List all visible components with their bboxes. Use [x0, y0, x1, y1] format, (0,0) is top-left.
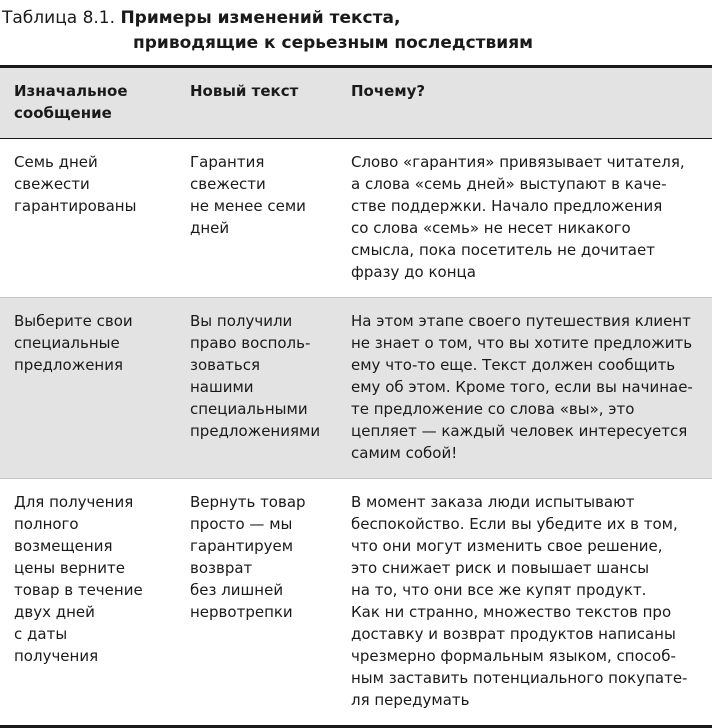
cell-text-line: самим собой! [351, 444, 458, 462]
cell-text-line: беспокойство. Если вы убедите их в том, [351, 515, 678, 533]
cell-text-line: цепляет — каждый человек интересуется [351, 422, 688, 440]
cell-text-line: двух дней [14, 603, 95, 621]
cell-text-line: возмещения [14, 537, 113, 555]
cell-text-line: зоваться [190, 356, 261, 374]
table-body [0, 139, 712, 726]
caption-line-1 [2, 6, 712, 31]
column-header-new-text [176, 68, 337, 139]
column-header-why-label: Почему? [351, 82, 426, 100]
cell-text-line: ему что-то еще. Текст должен сообщить [351, 356, 676, 374]
cell-text-line: смысла, пока посетитель не дочитает [351, 241, 655, 259]
cell-text-line: ля передумать [351, 691, 470, 709]
cell-new-text [176, 479, 337, 726]
table-row [0, 479, 712, 726]
column-header-why [337, 68, 712, 139]
table-header-row [0, 68, 712, 139]
cell-text-line: нервотрепки [190, 603, 293, 621]
table-row [0, 298, 712, 479]
cell-text-line: гарантированы [14, 197, 137, 215]
cell-text-line: возврат [190, 559, 253, 577]
table-container [0, 65, 712, 728]
cell-text-line: товар в течение [14, 581, 143, 599]
cell-text-line: а слова «семь дней» выступают в каче- [351, 175, 667, 193]
column-header-original-message-line-2: сообщение [14, 104, 112, 122]
cell-text-line: ему об этом. Кроме того, если вы начинае- [351, 378, 693, 396]
cell-text-line: доставку и возврат продуктов написаны [351, 625, 676, 643]
caption-title-line-2: приводящие к серьезным последствиям [133, 33, 534, 53]
cell-text-line: получения [14, 647, 99, 665]
column-header-new-text-label: Новый текст [190, 82, 299, 100]
cell-text-line: свежести [14, 175, 90, 193]
cell-text-line: специальные [14, 334, 120, 352]
cell-new-text [176, 298, 337, 479]
cell-text-line: предложения [14, 356, 124, 374]
caption-title-line-1: Примеры изменений текста, [120, 8, 401, 28]
cell-text-line: Как ни странно, множество текстов про [351, 603, 672, 621]
cell-text-line: свежести [190, 175, 266, 193]
cell-text-line: просто — мы [190, 515, 293, 533]
cell-why [337, 479, 712, 726]
cell-text-line: ным заставить потенциального покупате- [351, 669, 688, 687]
table-caption [0, 0, 712, 56]
cell-text-line: Выберите свои [14, 312, 133, 330]
cell-text-line: стве поддержки. Начало предложения [351, 197, 663, 215]
cell-text-line: что они могут изменить свое решение, [351, 537, 663, 555]
cell-text-line: специальными [190, 400, 308, 418]
cell-original-message [0, 479, 176, 726]
cell-text-line: В момент заказа люди испытывают [351, 493, 635, 511]
column-header-original-message [0, 68, 176, 139]
column-header-original-message-line-1: Изначальное [14, 82, 128, 100]
cell-text-line: это снижает риск и повышает шансы [351, 559, 650, 577]
cell-text-line: На этом этапе своего путешествия клиент [351, 312, 691, 330]
cell-text-line: Вернуть товар [190, 493, 306, 511]
cell-why [337, 139, 712, 298]
cell-text-line: фразу до конца [351, 263, 476, 281]
cell-text-line: не знает о том, что вы хотите предложить [351, 334, 693, 352]
cell-text-line: чрезмерно формальным языком, способ- [351, 647, 676, 665]
cell-text-line: со слова «семь» не несет никакого [351, 219, 631, 237]
cell-text-line: Вы получили [190, 312, 293, 330]
cell-text-line: без лишней [190, 581, 284, 599]
cell-text-line: не менее семи [190, 197, 306, 215]
cell-text-line: цены верните [14, 559, 125, 577]
cell-text-line: право восполь- [190, 334, 311, 352]
cell-text-line: с даты [14, 625, 68, 643]
cell-text-line: Семь дней [14, 153, 98, 171]
cell-text-line: дней [190, 219, 230, 237]
table-header [0, 68, 712, 139]
cell-text-line: Слово «гарантия» привязывает читателя, [351, 153, 685, 171]
caption-label: Таблица 8.1. [2, 8, 116, 28]
table-row [0, 139, 712, 298]
examples-table [0, 68, 712, 725]
cell-text-line: предложениями [190, 422, 321, 440]
cell-text-line: нашими [190, 378, 254, 396]
cell-text-line: на то, что они все же купят продукт. [351, 581, 647, 599]
cell-original-message [0, 139, 176, 298]
cell-original-message [0, 298, 176, 479]
cell-text-line: полного [14, 515, 79, 533]
cell-text-line: Для получения [14, 493, 134, 511]
cell-text-line: гарантируем [190, 537, 294, 555]
cell-text-line: Гарантия [190, 153, 265, 171]
cell-text-line: те предложение со слова «вы», это [351, 400, 635, 418]
cell-why [337, 298, 712, 479]
cell-new-text [176, 139, 337, 298]
